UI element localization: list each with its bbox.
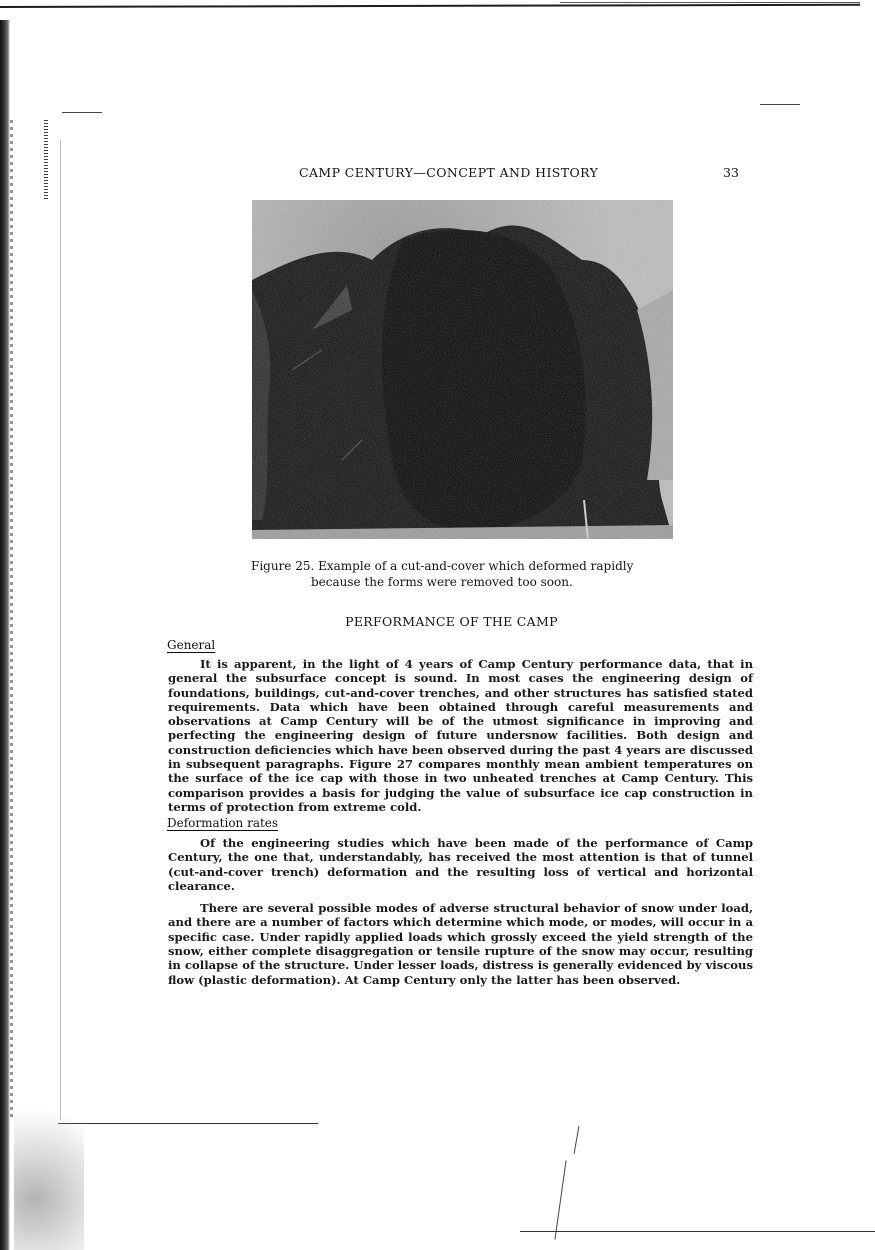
scan-bottom-rule	[58, 1123, 318, 1124]
caption-line-1: Figure 25. Example of a cut-and-cover which deformed rapidly	[251, 559, 634, 573]
scan-dash-left	[62, 112, 102, 113]
section-heading: PERFORMANCE OF THE CAMP	[345, 614, 558, 629]
scan-dash-right	[760, 104, 800, 105]
general-paragraph: It is apparent, in the light of 4 years of Camp Century performance data, that in general the subsurface concept is sound. In most cases the engineering design of foundations, buildings, cut-and-cover trenches, and other structures has satisfied stated requirements. Data which have been obtained through careful measurements and observations at Camp Century will be of the utmost significance in improving and perfecting the engineering design of future undersnow facilities. Both design and construction deficiencies which have been observed during the past 4 years are discussed in subsequent paragraphs. Figure 27 compares monthly mean ambient temperatures on the surface of the ice cap with those in two unheated trenches at Camp Century. This comparison provides a basis for judging the value of subsurface ice cap construction in terms of protection from extreme cold.	[168, 657, 753, 814]
scan-edge-marks	[44, 120, 48, 200]
scan-corner-noise	[14, 1080, 84, 1250]
running-head	[0, 165, 875, 185]
deformation-paragraph-1: Of the engineering studies which have been made of the performance of Camp Century, the one that, understandably, has received the most attention is that of tunnel (cut-and-cover trench) deformation and the resulting loss of vertical and horizontal clearance.	[168, 836, 753, 893]
deformation-paragraph-2: There are several possible modes of adverse structural behavior of snow under load, and there are a number of factors which determine which mode, or modes, will occur in a specific case. Under rapidly applied loads which grossly exceed the yield strength of the snow, either complete disaggregation or tensile rupture of the snow may occur, resulting in collapse of the structure. Under lesser loads, distress is generally evidenced by viscous flow (plastic deformation). At Camp Century only the latter has been observed.	[168, 901, 753, 987]
scan-binding-shadow	[0, 20, 10, 1250]
subheading-general: General	[167, 638, 216, 652]
general-body	[168, 657, 753, 814]
scan-edge-top-line	[0, 4, 860, 8]
page-number: 33	[723, 165, 739, 180]
figure-caption	[251, 558, 711, 590]
scan-page-edge	[60, 140, 61, 1120]
figure-photograph	[252, 200, 673, 539]
caption-line-2: because the forms were removed too soon.	[311, 575, 573, 589]
deformation-body	[168, 836, 753, 987]
running-title: CAMP CENTURY—CONCEPT AND HISTORY	[299, 165, 599, 180]
scan-pencil-mark-long	[554, 1160, 566, 1239]
scan-edge-top-line-secondary	[560, 2, 860, 3]
scan-pencil-mark	[574, 1126, 580, 1154]
scan-bottom-line	[520, 1231, 875, 1232]
subheading-deformation-rates: Deformation rates	[167, 816, 279, 830]
